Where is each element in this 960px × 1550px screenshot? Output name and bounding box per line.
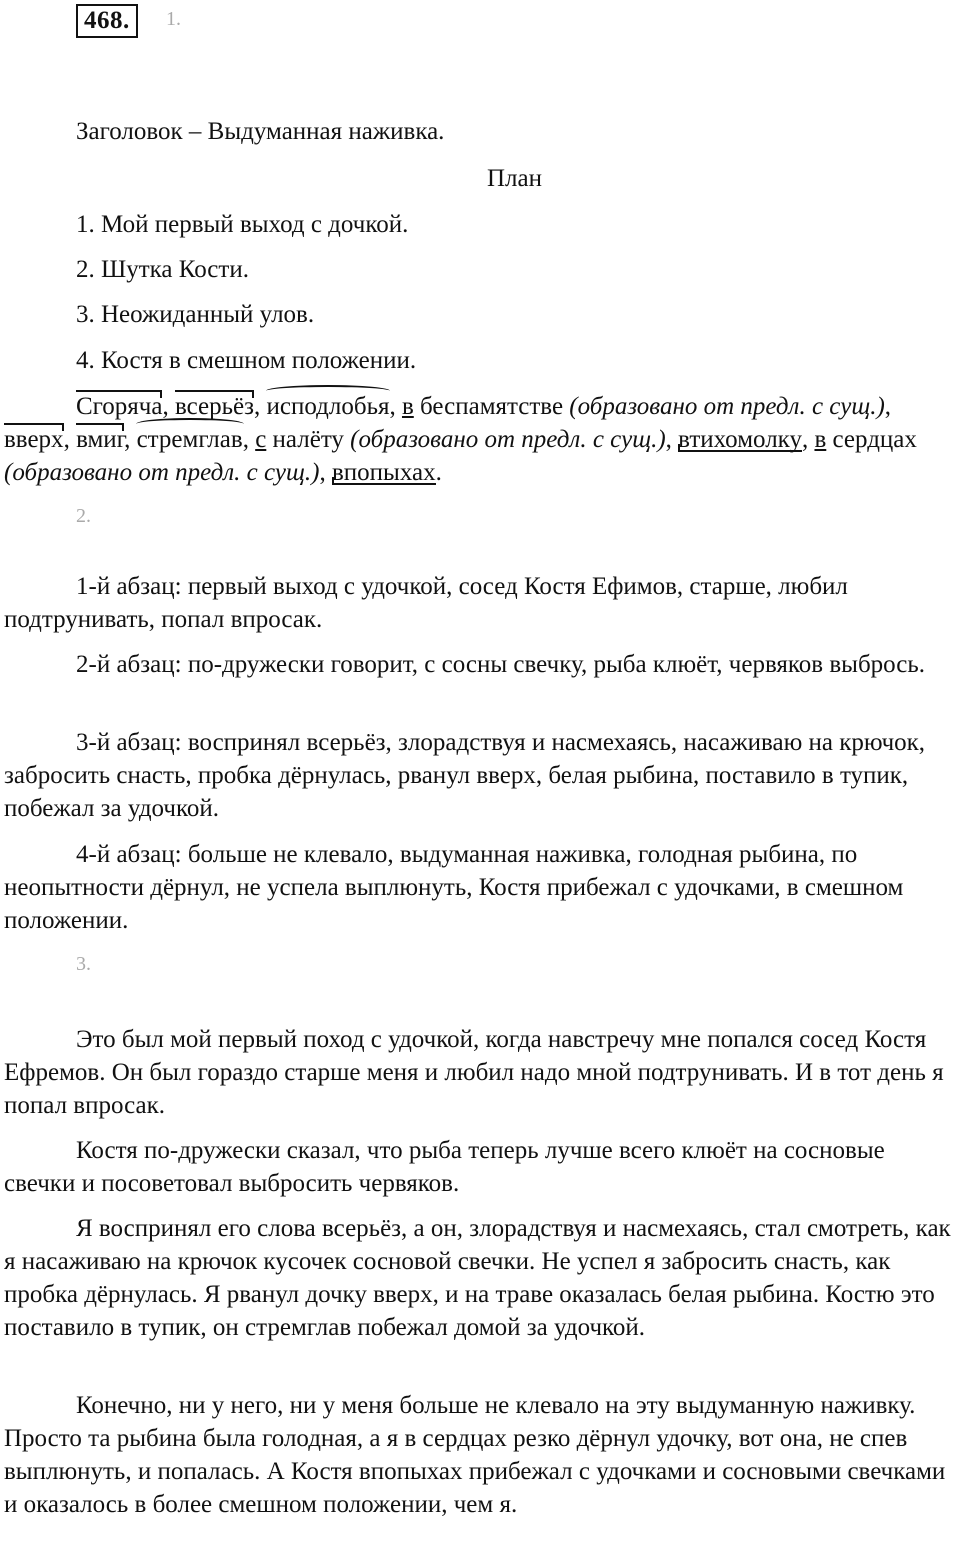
adverb-vpopykhakh: впопыхах — [331, 459, 436, 486]
plan-item: 4. Костя в смешном положении. — [76, 347, 417, 374]
outline-paragraph: 4-й абзац: больше не клевало, выдуманная наживка, голодная рыбина, по неопытности дёрнул, не успела выплюнуть, Костя прибежал с удочками, в смешном положении. — [4, 841, 904, 934]
outline-paragraph: 3-й абзац: воспринял всерьёз, злорадствуя и насмехаясь, насаживаю на крючок, забросить снасть, пробка дёрнулась, рванул вверх, белая рыбина, поставило в тупик, побежал за удочкой. — [4, 729, 926, 822]
adverb-vtikhomolku: втихомолку — [678, 426, 802, 453]
adverb-vseryoz: всерьёз — [174, 393, 255, 420]
section-label-1: 1. — [166, 8, 181, 30]
plan-heading: План — [487, 165, 543, 192]
adverbs-paragraph: Сгоряча, всерьёз, исподлобья, в беспамятстве (образовано от предл. с сущ.), вверх, вмиг, стремглав, с налёту (образовано от предл. с сущ.), втихомолку, в сердцах (образовано от предл. с сущ.), впопыхах. — [4, 393, 917, 486]
exercise-number: 468. — [76, 4, 138, 38]
adverb-part: сердцах — [832, 426, 917, 453]
note: (образовано от предл. с сущ.) — [350, 426, 666, 453]
note: (образовано от предл. с сущ.) — [4, 459, 320, 486]
title-line: Заголовок – Выдуманная наживка. — [76, 118, 445, 145]
plan-item: 3. Неожиданный улов. — [76, 301, 315, 328]
story-paragraph: Костя по-дружески сказал, что рыба теперь лучше всего клюёт на сосновые свечки и посоветовал выбросить червяков. — [4, 1137, 885, 1197]
plan-item: 2. Шутка Кости. — [76, 256, 249, 283]
section-label-2: 2. — [76, 505, 91, 527]
adverb-vverkh: вверх — [4, 426, 64, 453]
story-paragraph: Это был мой первый поход с удочкой, когда навстречу мне попался сосед Костя Ефремов. Он был гораздо старше меня и любил надо мной подтрунивать. И в тот день я попал впросак. — [4, 1026, 944, 1119]
adverb-part: налёту — [272, 426, 344, 453]
outline-paragraph: 1-й абзац: первый выход с удочкой, сосед Костя Ефимов, старше, любил подтрунивать, попал впросак. — [4, 573, 848, 633]
adverb-ispodlobya: исподлобья — [266, 393, 390, 420]
adverb-sgoryacha: Сгоряча — [76, 393, 163, 420]
outline-paragraph: 2-й абзац: по-дружески говорит, с сосны свечку, рыба клюёт, червяков выбрось. — [76, 651, 926, 678]
adverb-part: беспамятстве — [420, 393, 564, 420]
note: (образовано от предл. с сущ.) — [569, 393, 885, 420]
plan-item: 1. Мой первый выход с дочкой. — [76, 211, 409, 238]
preposition: в — [401, 393, 414, 420]
adverb-stremglav: стремглав — [136, 426, 243, 453]
story-paragraph: Конечно, ни у него, ни у меня больше не клевало на эту выдуманную наживку. Просто та рыбина была голодная, а я в сердцах резко дёрнул удочку, вот она, не спев выплюнуть, и попалась. А Костя впопыхах прибежал с удочками и сосновыми свечками и оказалось в более смешном положении, чем я. — [4, 1392, 946, 1518]
preposition: с — [255, 426, 267, 453]
adverb-vmig: вмиг — [76, 426, 125, 453]
section-label-3: 3. — [76, 953, 91, 975]
preposition: в — [814, 426, 827, 453]
story-paragraph: Я воспринял его слова всерьёз, а он, злорадствуя и насмехаясь, стал смотреть, как я насаживаю на крючок кусочек сосновой свечки. Не успел я забросить снасть, как пробка дёрнулась. Я рванул дочку вверх, и на траве оказалась белая рыбина. Костю это поставило в тупик, он стремглав побежал домой за удочкой. — [4, 1215, 951, 1341]
